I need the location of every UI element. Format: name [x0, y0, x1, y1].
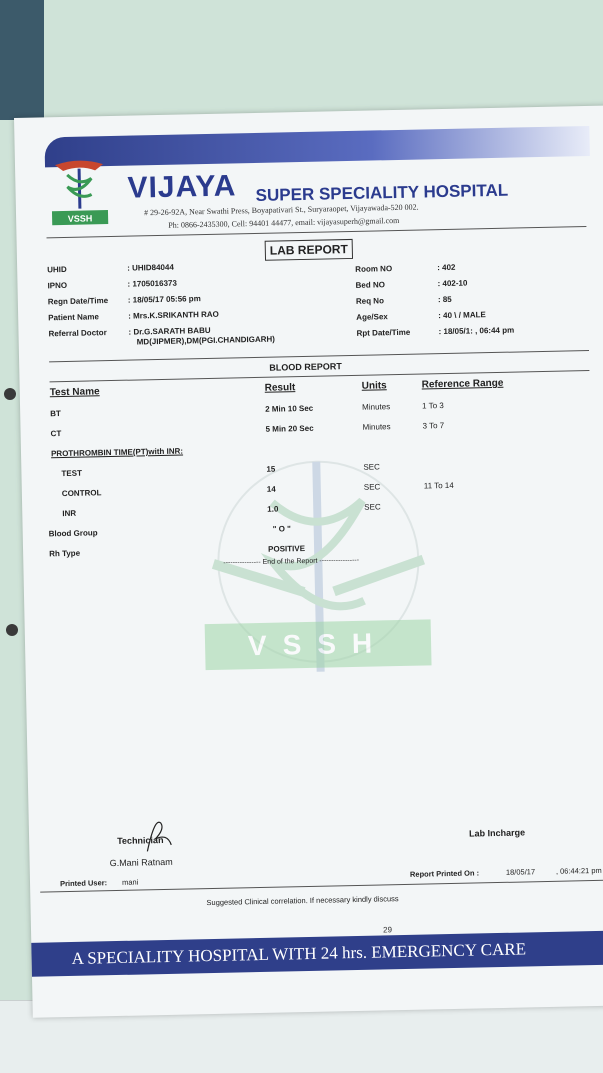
- uhid-value: : UHID84044: [127, 262, 174, 273]
- test-name: INR: [62, 508, 77, 519]
- test-units: SEC: [363, 462, 380, 472]
- hospital-contact: Ph: 0866-2435300, Cell: 94401 44477, email: vijayasuperh@gmail.com: [168, 215, 400, 230]
- agesex-value: : 40 \ / MALE: [438, 310, 486, 321]
- vssh-watermark: VSSH: [205, 619, 432, 670]
- test-result: 15: [266, 464, 276, 474]
- test-units: SEC: [363, 482, 381, 492]
- col-header-result: Result: [264, 382, 296, 394]
- regn-value: : 18/05/17 05:56 pm: [127, 294, 201, 305]
- test-name: BT: [50, 409, 61, 419]
- test-units: Minutes: [362, 402, 391, 412]
- doctor-value: : Dr.G.SARATH BABU: [128, 325, 211, 337]
- agesex-label: Age/Sex: [356, 312, 388, 322]
- page-number: 29: [382, 925, 393, 935]
- header-band: [44, 126, 590, 167]
- technician-name: G.Mani Ratnam: [109, 856, 173, 869]
- lab-incharge-label: Lab Incharge: [468, 827, 526, 839]
- binder-hole: [6, 624, 18, 636]
- test-range: 3 To 7: [422, 421, 445, 431]
- end-of-report: ---------------- End of the Report -----------------: [223, 556, 360, 567]
- test-name: Blood Group: [48, 528, 98, 539]
- test-result: POSITIVE: [267, 544, 306, 554]
- rpt-value: : 18/05/1: , 06:44 pm: [438, 325, 515, 337]
- col-header-test: Test Name: [49, 386, 100, 399]
- room-value: : 402: [437, 262, 456, 273]
- printed-on-time: , 06:44:21 pm: [555, 865, 602, 876]
- doctor-qualification: MD(JIPMER),DM(PGI.CHANDIGARH): [136, 334, 276, 347]
- lab-report-sheet: [14, 105, 603, 1017]
- technician-label: Technician: [117, 835, 164, 846]
- patient-name-label: Patient Name: [48, 312, 99, 323]
- hospital-address: # 29-26-92A, Near Swathi Press, Boyapativari St., Suryaraopet, Vijayawada-520 002.: [143, 202, 419, 218]
- regn-label: Regn Date/Time: [47, 296, 109, 307]
- clinical-note: Suggested Clinical correlation. If necessary kindly discuss: [206, 894, 399, 908]
- test-range: 11 To 14: [423, 480, 454, 491]
- test-result: 1.0: [267, 504, 279, 514]
- report-title: LAB REPORT: [265, 239, 353, 261]
- test-name: Rh Type: [49, 548, 81, 559]
- printed-on-date: 18/05/17: [505, 867, 536, 877]
- test-result: 2 Min 10 Sec: [265, 403, 314, 414]
- room-label: Room NO: [355, 264, 393, 274]
- printed-on-label: Report Printed On :: [409, 868, 480, 879]
- test-result: 14: [266, 484, 276, 494]
- hospital-logo: [49, 156, 110, 229]
- req-label: Req No: [355, 296, 385, 306]
- printed-user-label: Printed User:: [59, 878, 108, 889]
- test-group-heading: PROTHROMBIN TIME(PT)with INR:: [50, 446, 184, 459]
- divider: [47, 226, 587, 238]
- uhid-label: UHID: [47, 264, 67, 275]
- binder-hole: [4, 388, 16, 400]
- hospital-name: VIJAYA: [127, 169, 237, 205]
- rpt-label: Rpt Date/Time: [356, 327, 411, 338]
- test-result: 5 Min 20 Sec: [265, 423, 314, 434]
- footer-banner: A SPECIALITY HOSPITAL WITH 24 hrs. EMERGENCY CARE: [31, 930, 603, 977]
- bed-value: : 402-10: [437, 278, 468, 289]
- req-value: : 85: [437, 294, 452, 305]
- signature: [137, 815, 178, 856]
- divider: [49, 350, 589, 362]
- test-range: 1 To 3: [422, 401, 444, 411]
- hospital-subtitle: SUPER SPECIALITY HOSPITAL: [255, 180, 509, 205]
- patient-name-value: : Mrs.K.SRIKANTH RAO: [128, 309, 219, 321]
- desk-background: [0, 0, 44, 120]
- col-header-units: Units: [361, 380, 387, 392]
- section-title: BLOOD REPORT: [269, 361, 342, 373]
- test-result: " O ": [272, 524, 292, 534]
- test-units: SEC: [364, 502, 381, 512]
- test-name: CT: [50, 429, 62, 439]
- doctor-label: Referral Doctor: [48, 328, 107, 339]
- test-name: TEST: [61, 468, 83, 479]
- printed-user-value: mani: [121, 877, 139, 887]
- ipno-label: IPNO: [47, 280, 68, 291]
- test-units: Minutes: [362, 422, 391, 432]
- test-name: CONTROL: [61, 488, 102, 499]
- bed-label: Bed NO: [355, 280, 386, 290]
- col-header-range: Reference Range: [421, 377, 504, 391]
- logo-text: VSSH: [67, 213, 93, 224]
- ipno-value: : 1705016373: [127, 278, 177, 289]
- divider: [50, 370, 590, 382]
